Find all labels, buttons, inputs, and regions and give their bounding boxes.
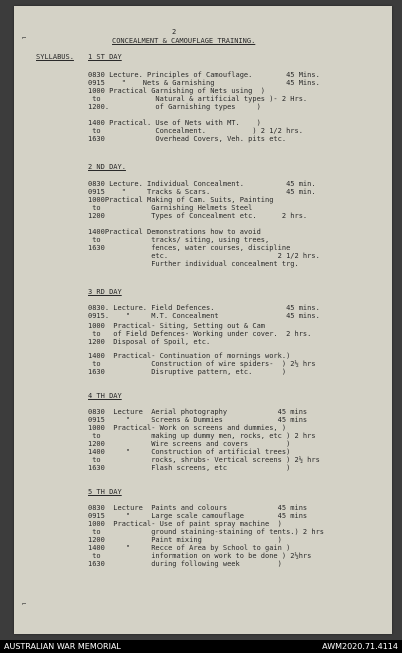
footer-accession-number: AWM2020.71.4114 [322,642,398,651]
schedule-line: 1400 Practical- Continuation of mornings work.) [88,352,291,360]
schedule-line: 1000 Practical Garnishing of Nets using ) [88,87,266,95]
page-number: 2 [172,28,177,36]
schedule-line: to tracks/ siting, using trees, [88,236,270,244]
schedule-line: 1630 fences, water courses, discipline [88,244,291,252]
schedule-line: to Construction of wire spiders- ) 2½ hrs [88,360,316,368]
schedule-line: 1200 Wire screens and covers ) [88,440,291,448]
schedule-line: 1400 " Construction of artificial trees) [88,448,291,456]
schedule-line: to of Field Defences- Working under cover. 2 hrs. [88,330,312,338]
schedule-line: 0830. Lecture. Field Defences. 45 mins. [88,304,320,312]
schedule-line: 0830 Lecture Paints and colours 45 mins [88,504,308,512]
day-heading: 4 TH DAY [88,392,122,400]
schedule-line: 0915 " Screens & Dummies 45 mins [88,416,308,424]
schedule-line: to ground staining-staining of tents.) 2 hrs [88,528,325,536]
schedule-line: 1200 Types of Concealment etc. 2 hrs. [88,212,308,220]
schedule-line: to making up dummy men, rocks, etc ) 2 hrs [88,432,316,440]
schedule-line: to information on work to be done ) 2½hrs [88,552,312,560]
margin-tick-mark: ⌐ [22,34,27,42]
document-page [14,6,392,634]
day-heading: 1 ST DAY [88,53,122,61]
schedule-line: 0915 " Nets & Garnishing 45 Mins. [88,79,320,87]
schedule-line: 0915. " M.T. Concealment 45 mins. [88,312,320,320]
day-heading: 2 ND DAY. [88,163,126,171]
document-title: CONCEALMENT & CAMOUFLAGE TRAINING. [112,37,256,45]
schedule-line: 1400 Practical. Use of Nets with MT. ) [88,119,261,127]
schedule-line: 1000Practical Making of Cam. Suits, Painting [88,196,274,204]
schedule-line: 1000 Practical- Siting, Setting out & Cam [88,322,266,330]
day-heading: 5 TH DAY [88,488,122,496]
archive-footer-bar [0,640,402,653]
footer-institution: AUSTRALIAN WAR MEMORIAL [4,642,121,651]
margin-tick-mark: ⌐ [22,600,27,608]
schedule-line: 0830 Lecture Aerial photography 45 mins [88,408,308,416]
schedule-line: 1200. of Garnishing types ) [88,103,261,111]
schedule-line: 1630 Flash screens, etc ) [88,464,291,472]
schedule-line: 1630 Disruptive pattern, etc. ) [88,368,287,376]
schedule-line: 0830 Lecture. Principles of Camouflage. 45 Mins. [88,71,320,79]
schedule-line: 0830 Lecture. Individual Concealment. 45 min. [88,180,316,188]
schedule-line: 1400Practical Demonstrations how to avoid [88,228,261,236]
schedule-line: to Concealment. ) 2 1/2 hrs. [88,127,303,135]
syllabus-label: SYLLABUS. [36,53,74,61]
schedule-line: 1000 Practical- Work on screens and dummies, ) [88,424,287,432]
schedule-line: to Natural & artificial types )- 2 Hrs. [88,95,308,103]
schedule-line: 1200 Paint mixing ) [88,536,282,544]
schedule-line: to rocks, shrubs- Vertical screens ) 2½ hrs [88,456,320,464]
schedule-line: 1000 Practical- Use of paint spray machine ) [88,520,282,528]
schedule-line: 1630 during following week ) [88,560,282,568]
day-heading: 3 RD DAY [88,288,122,296]
schedule-line: 1200 Disposal of Spoil, etc. [88,338,211,346]
schedule-line: etc. 2 1/2 hrs. [88,252,320,260]
schedule-line: 0915 " Tracks & Scars. 45 min. [88,188,316,196]
schedule-line: to Garnishing Helmets Steel [88,204,253,212]
schedule-line: 1630 Overhead Covers, Veh. pits etc. [88,135,287,143]
schedule-line: Further individual concealment trg. [88,260,299,268]
schedule-line: 0915 " Large scale camouflage 45 mins [88,512,308,520]
schedule-line: 1400 " Recce of Area by School to gain ) [88,544,291,552]
